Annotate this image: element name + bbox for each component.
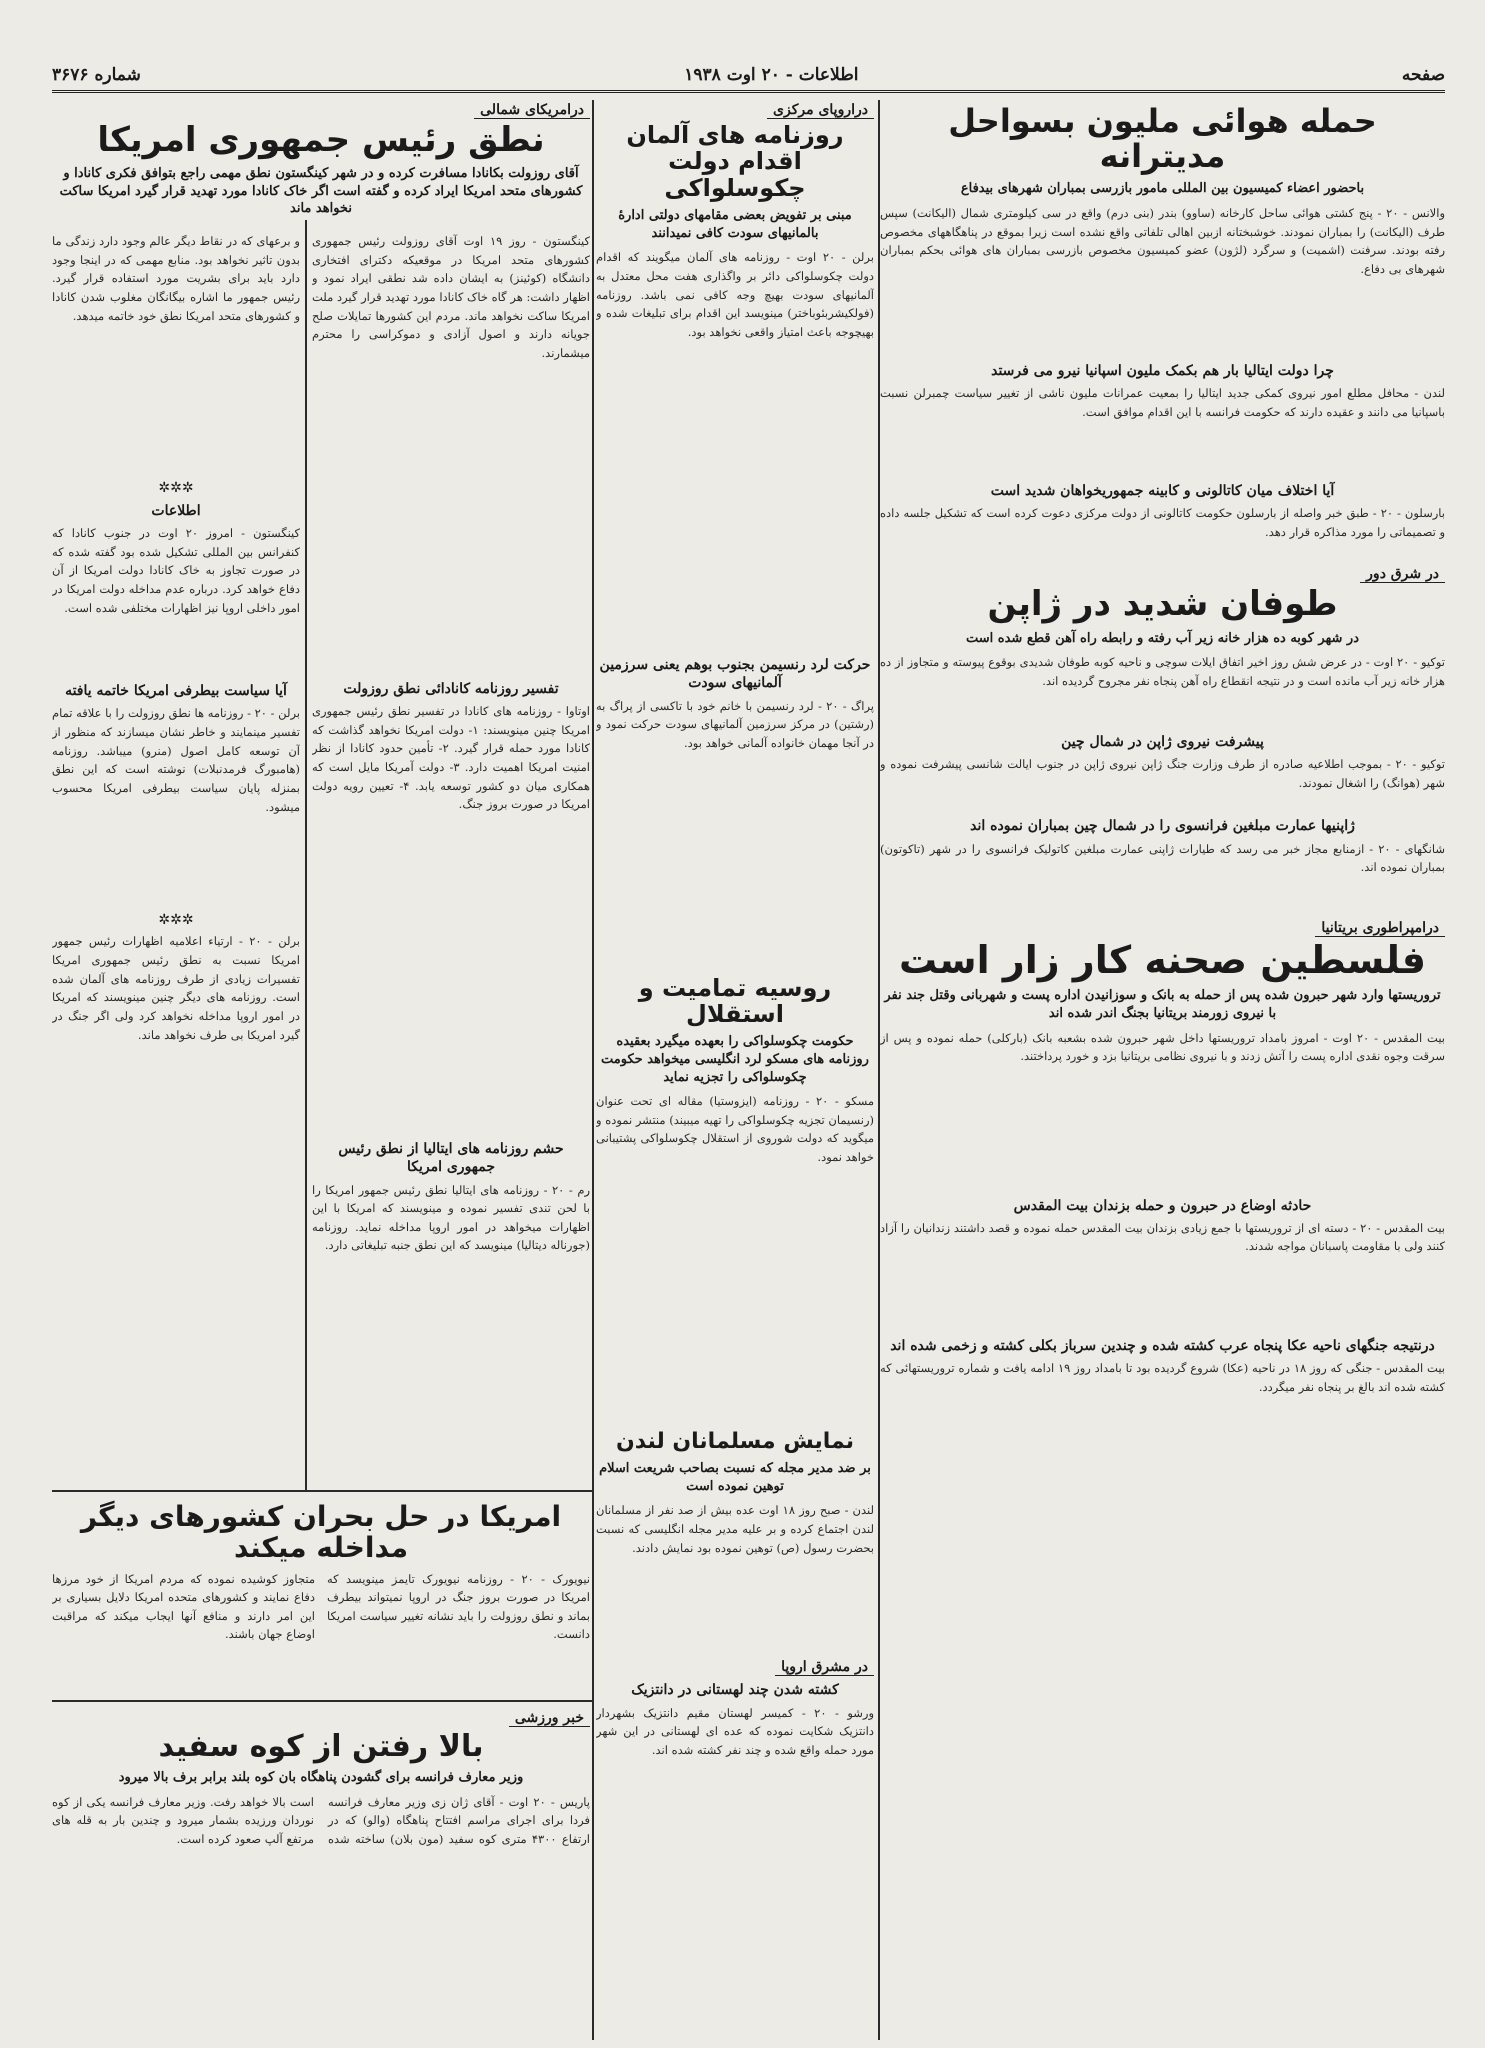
article-body: بیت المقدس - ۲۰ اوت - امروز بامداد تروریستها داخل شهر حبرون شده بشعبه بانک (بارکلی) حمله نموده و پس از سرقت وجوه نقدی اداره پست را آتش زدند و با نیروی نظامی بریتانیا بزد و خورد پرداختند. — [880, 1030, 1445, 1064]
article-italy-press — [312, 1140, 590, 1255]
article-body: پاریس - ۲۰ اوت - آقای ژان زی وزیر معارف فرانسه فردا برای اجرای مراسم افتتاح پناهگاه (والو) که در ارتفاع ۴۳۰۰ متری کوه سفید (مون بلان) ساخته شده است بالا خواهد رفت. وزیر معارف فرانسه یکی از کوه نوردان ورزیده بشمار میرود و چندین بار به قله های مرتفع آلپ صعود کرده است. — [52, 1794, 590, 1846]
article-body: اوتاوا - روزنامه های کانادا در تفسیر نطق رئیس جمهوری امریکا چنین مینویسند: ۱- دولت امریکا نخواهد گذاشت که کانادا مورد حمله قرار گیرد. ۲- تأمین حدود کانادا از نظر امنیت امریکا اهمیت دارد. ۳- دولت آمریکا مایل است که همکاری میان دو کشور توسعه یابد. ۴- تعیین رویه دولت امریکا در صورت بروز جنگ. — [312, 704, 590, 812]
article-body: لندن - صبح روز ۱۸ اوت عده بیش از صد نفر از مسلمانان لندن اجتماع کرده و بر علیه مدیر مجله انگلیسی که نسبت بحضرت رسول (ص) توهین نموده بود نمایش دادند. — [596, 1503, 874, 1555]
subheadline: بر ضد مدیر مجله که نسبت بصاحب شریعت اسلام توهین نموده است — [599, 1461, 871, 1494]
issue-number: شماره ۳۶۷۶ — [52, 65, 141, 85]
subheadline: تروریستها وارد شهر حبرون شده پس از حمله به بانک و سوزانیدن اداره پست و شهربانی وقتل جند نفر با نیروی زورمند بریتانیا بجنگ اندر شده اند — [884, 988, 1441, 1021]
headline: اطلاعات — [151, 503, 201, 519]
left-area-col-b — [52, 232, 300, 1487]
article-canada-press — [312, 680, 590, 1132]
section-rule — [52, 1490, 592, 1492]
headline: حشم روزنامه های ایتالیا از نطق رئیس جمهوری امریکا — [338, 1141, 564, 1176]
article-body: برلن - ۲۰ - روزنامه ها نطق روزولت را با علاقه تمام تفسیر مینمایند و خاطر نشان میسازند که منظور از آن توسعه کامل اصول (منرو) میباشد. روزنامه (هامبورگ فرمدنبلات) نوشته است که این نطق بمنزله پایان سیاست بیطرفی امریکا محسوب میشود. — [52, 706, 300, 814]
article-body: کینگستون - روز ۱۹ اوت آقای روزولت رئیس جمهوری کشورهای متحد امریکا در موقعیکه دکترای افتخاری دانشگاه (کوئینز) به ایشان داده شد نطقی ایراد نمود و اظهار داشت: هر گاه خاک کانادا مورد تهدید قرار گیرد ملت امریکا ساکت نخواهد ماند. مردم این کشورها تمایلات صلح جویانه دارند و اصول آزادی و دموکراسی را محترم میشمارند. — [312, 234, 590, 360]
headline: روزنامه های آلمان اقدام دولت چکوسلواکی — [626, 121, 844, 202]
subheadline: در شهر کوبه ده هزار خانه زیر آب رفته و رابطه راه آهن قطع شده است — [966, 630, 1359, 646]
article-body: توکیو - ۲۰ اوت - در عرض شش روز اخیر اتفاق ایلات سوچی و ناحیه کوبه طوفان شدیدی بوقوع پیوسته و متجاوز از ده هزار خانه زیر آب مانده است و در نتیجه انقطاع راه آهن پنجاه نفر مجروح گردیده اند. — [880, 655, 1445, 688]
section-kicker: در مشرق اروپا — [596, 1659, 874, 1675]
article-muslims-london — [596, 1430, 874, 1651]
article-body: بیت المقدس - جنگی که روز ۱۸ در ناحیه (عکا) شروع گردیده بود تا بامداد روز ۱۹ ادامه یافت و شماره تروریستهائی که کشته شده اند بالغ بر پنجاه نفر میگردد. — [880, 1360, 1445, 1394]
article-acre — [880, 1337, 1445, 1396]
article-japan-storm — [880, 586, 1445, 725]
article-german-press — [596, 122, 874, 648]
article-body: لندن - محافل مطلع امور نیروی کمکی جدید ایتالیا را بمعیت عمرانات ملیون ناشی از تغییر سیاست چمبرلن نسبت باسپانیا می دانند و عقیده دارند که حکومت فرانسه با این اقدام موافق است. — [880, 386, 1445, 419]
article-body: بیت المقدس - ۲۰ - دسته ای از تروریستها با جمع زیادی بزندان بیت المقدس حمله نموده و قصد داشتند زندانیان را آزاد کنند ولی با مقاومت پاسبانان مواجه شدند. — [880, 1220, 1445, 1254]
middle-column — [596, 100, 874, 2040]
article-japanese-bombing — [880, 817, 1445, 911]
article-body: پراگ - ۲۰ - لرد رنسیمن با خانم خود با تاکسی از پراگ به (رشتین) در مرکز سرزمین آلمانیهای سودت حرکت نمود و در آنجا مهمان خانواده آلمانی خواهد بود. — [596, 698, 874, 750]
headline: نمایش مسلمانان لندن — [616, 1429, 854, 1455]
column-rule — [305, 220, 307, 1490]
article-conflict — [52, 1498, 590, 1698]
article-body: توکیو - ۲۰ - بموجب اطلاعیه صادره از طرف وزارت جنگ ژاپن نیروی ژاپن در جنوب ایالت شانسی پیشرفت نموده و شهر (هوانگ) را اشغال نمودند. — [880, 757, 1445, 791]
conflict-columns — [52, 1570, 590, 1688]
left-area-col-a — [312, 232, 590, 1487]
headline: فلسطین صحنه کار زار است — [898, 937, 1426, 982]
headline: حادثه اوضاع در حبرون و حمله بزندان بیت المقدس — [1013, 1197, 1312, 1214]
article-palestine — [880, 937, 1445, 1189]
article-body: متجاوز کوشیده نموده که مردم امریکا از خود مرزها دفاع نمایند و کشورهای متحده امریکا دلایل بسیاری بر این امر دارند و منافع آنها ایجاب میکند که مراقبت اوضاع جهان باشند. — [52, 1571, 315, 1642]
article-body: شانگهای - ۲۰ - ازمنابع مجاز خبر می رسد که طیارات ژاپنی عمارت مبلغین کاتولیک فرانسوی را در شهر (تاکوتون) بمباران نموده اند. — [880, 841, 1445, 875]
headline: پیشرفت نیروی ژاپن در شمال چین — [1061, 734, 1264, 751]
subheadline: مبنی بر تفویض بعضی مقامهای دولتی ادارهٔ بالمانیهای سودت کافی نمیدانند — [618, 208, 852, 241]
section-kicker: در شرق دور — [880, 566, 1445, 582]
section-kicker: درامپراطوری بریتانیا — [880, 920, 1445, 936]
right-column — [880, 100, 1445, 2040]
article-body: رم - ۲۰ - روزنامه های ایتالیا نطق رئیس جمهور امریکا را با لحن تندی تفسیر نموده و مینویسند که امریکا با این اظهارات میخواهد در امور اروپا مداخله نماید. روزنامه (جورناله دیتالیا) مینویسد که این نطق جنبه تبلیغاتی دارد. — [312, 1182, 590, 1253]
headline: چرا دولت ایتالیا بار هم بکمک ملیون اسپانیا نیرو می فرستد — [991, 362, 1334, 379]
column-rule — [592, 100, 594, 2040]
headline: روسیه تمامیت و استقلال — [638, 973, 832, 1029]
article-body: والانس - ۲۰ - پنج کشتی هوائی ساحل کارخانه (ساوو) بندر (بنی درم) واقع در سی کیلومتری شمال (الیکانت) سپس طرف (الیکانت) را بمباران نمودند. خوشبختانه ازبین اهالی تلفاتی واقع نشده است زیرا بموقع در پناهگاههای مخصوص رفته بودند. سرفنت (اشمیت) و سرگرد (لژون) عضو کمیسیون مخصوص بازرسی بمباران های هوائی بحکم بمباران شهرهای بی دفاع. — [880, 205, 1445, 276]
section-kicker: خبر ورزشی — [52, 1710, 590, 1726]
headline: کشته شدن چند لهستانی در دانتزیک — [631, 1682, 839, 1699]
article-poland — [596, 1681, 874, 1759]
article-body: بارسلون - ۲۰ - طبق خبر واصله از بارسلون حکومت کاتالونی از دولت مرکزی دعوت کرده است که تشکیل جلسه داده و تصمیماتی را مورد مذاکره قرار دهد. — [880, 506, 1445, 539]
left-top-header — [52, 100, 590, 220]
section-kicker: درامریکای شمالی — [52, 102, 590, 118]
article-body: برلن - ۲۰ - ارتیاء اعلامیه اظهارات رئیس جمهور امریکا نسبت به نطق رئیس جمهوری امریکا تفسیرات زیادی از طرف روزنامه های آلمان شده است. روزنامه های دیگر چنین مینویسند که امریکا در امور اروپا مداخله نخواهد کرد ولی اگر جنگ در گیرد امریکا بی طرف نخواهد ماند. — [52, 934, 300, 1042]
article-russia — [596, 975, 874, 1422]
article-announcements — [52, 502, 300, 674]
masthead — [52, 60, 1445, 93]
article-body: برلن - ۲۰ اوت - روزنامه های آلمان میگویند که اقدام دولت چکوسلواکی دائر بر واگذاری هفت محل معتدل به آلمانیهای سودت بهیچ وجه کافی نمی باشد. روزنامه (فولکیشربئوباختر) مینویسد این اقدام برای تبلیغات شده و بهیچوجه باعث امتیاز واقعی نخواهد بود. — [596, 250, 874, 339]
separator: ✲✲✲ — [158, 912, 194, 929]
article-body: مسکو - ۲۰ - روزنامه (ایزوستیا) مقاله ای تحت عنوان (رنسیمان تجزیه چکوسلواکی را تهیه میبیند) منتشر نموده و میگوید که دولت شوروی از استقلال چکوسلواکی پشتیبانی خواهد نمود. — [596, 1094, 874, 1164]
article-air-raid — [880, 104, 1445, 354]
headline: حرکت لرد رنسیمن بجنوب بوهم یعنی سرزمین آلمانیهای سودت — [599, 657, 871, 692]
subheadline: باحضور اعضاء کمیسیون بین المللی مامور بازرسی بمباران شهرهای بیدفاع — [960, 181, 1365, 197]
headline: امریکا در حل بحران کشورهای دیگر مداخله میکند — [80, 1500, 562, 1564]
issue-date: اطلاعات - ۲۰ اوت ۱۹۳۸ — [684, 65, 859, 85]
article-neutrality — [52, 682, 300, 904]
article-spain-italy — [880, 362, 1445, 474]
article-body: و برعهای که در نقاط دیگر عالم وجود دارد زندگی ما بدون تاثیر نخواهد بود. منابع مهمی که در اینجا وجود دارد باید برای بشریت مورد استفاده قرار گیرد. رئیس جمهور ما اشاره بیگانگان مغلوب شدن کانادا و کشورهای متحد امریکا نطق خود خاتمه میدهد. — [52, 234, 300, 323]
subheadline: حکومت چکوسلواکی را بعهده میگیرد بعقیده روزنامه های مسکو لرد انگلیسی میخواهد حکومت چکوسلواکی را تجزیه نماید — [601, 1034, 869, 1085]
article-catalonia — [880, 482, 1445, 558]
headline: درنتیجه جنگهای ناحیه عکا پنجاه عرب کشته شده و چندین سرباز بکلی کشته و زخمی شده اند — [890, 1337, 1435, 1354]
headline: بالا رفتن از کوه سفید — [158, 1729, 484, 1764]
headline: طوفان شدید در ژاپن — [987, 584, 1338, 625]
article-hebron — [880, 1197, 1445, 1329]
section-kicker: دراروپای مرکزی — [596, 102, 874, 118]
headline: آیا اختلاف میان کاتالونی و کابینه جمهوریخواهان شدید است — [990, 483, 1335, 500]
article-body: کینگستون - امروز ۲۰ اوت در جنوب کانادا که کنفرانس بین المللی تشکیل شده بود گفته شده که در صورت تجاوز به خاک کانادا دولت امریکا از آن دفاع خواهد کرد. درباره عدم مداخله دولت امریکا در امور داخلی اروپا نیز اظهارات مختلفی شده است. — [52, 526, 300, 615]
article-runciman — [596, 656, 874, 966]
separator: ✲✲✲ — [158, 480, 194, 496]
headline: ژاپنیها عمارت مبلغین فرانسوی را در شمال چین بمباران نموده اند — [970, 818, 1355, 835]
subheadline: آقای روزولت بکانادا مسافرت کرده و در شهر کینگستون نطق مهمی راجع بتوافق فکری کانادا و کشورهای متحد امریکا ایراد کرده و گفته است اگر خاک کانادا مورد تهدید قرار گیرد امریکا ساکت نخواهد ماند — [59, 166, 583, 217]
headline: تفسیر روزنامه کانادائی نطق روزولت — [343, 681, 559, 697]
article-body: نیویورک - ۲۰ - روزنامه نیویورک تایمز مینویسد که امریکا در صورت بروز جنگ در اروپا نمیتواند بیطرف بماند و نطق روزولت را باید نشانه تغییر سیاست امریکا دانست. — [327, 1571, 590, 1642]
headline: حمله هوائی ملیون بسواحل مدیترانه — [948, 102, 1377, 176]
headline: آیا سیاست بیطرفی امریکا خاتمه یافته — [65, 683, 287, 700]
headline: نطق رئیس جمهوری امریکا — [97, 120, 545, 160]
subheadline: وزیر معارف فرانسه برای گشودن پناهگاه بان کوه بلند برابر برف بالا میرود — [118, 1770, 524, 1785]
section-rule — [52, 1700, 592, 1702]
article-sports — [52, 1708, 590, 2038]
article-body: ورشو - ۲۰ - کمیسر لهستان مقیم دانتزیک بشهردار دانتزیک شکایت نموده که عده ای لهستانی در این شهر مورد حمله واقع شده و چند نفر کشته شده اند. — [596, 1705, 874, 1757]
article-japan-advance — [880, 733, 1445, 809]
page-label: صفحه — [1401, 65, 1445, 85]
